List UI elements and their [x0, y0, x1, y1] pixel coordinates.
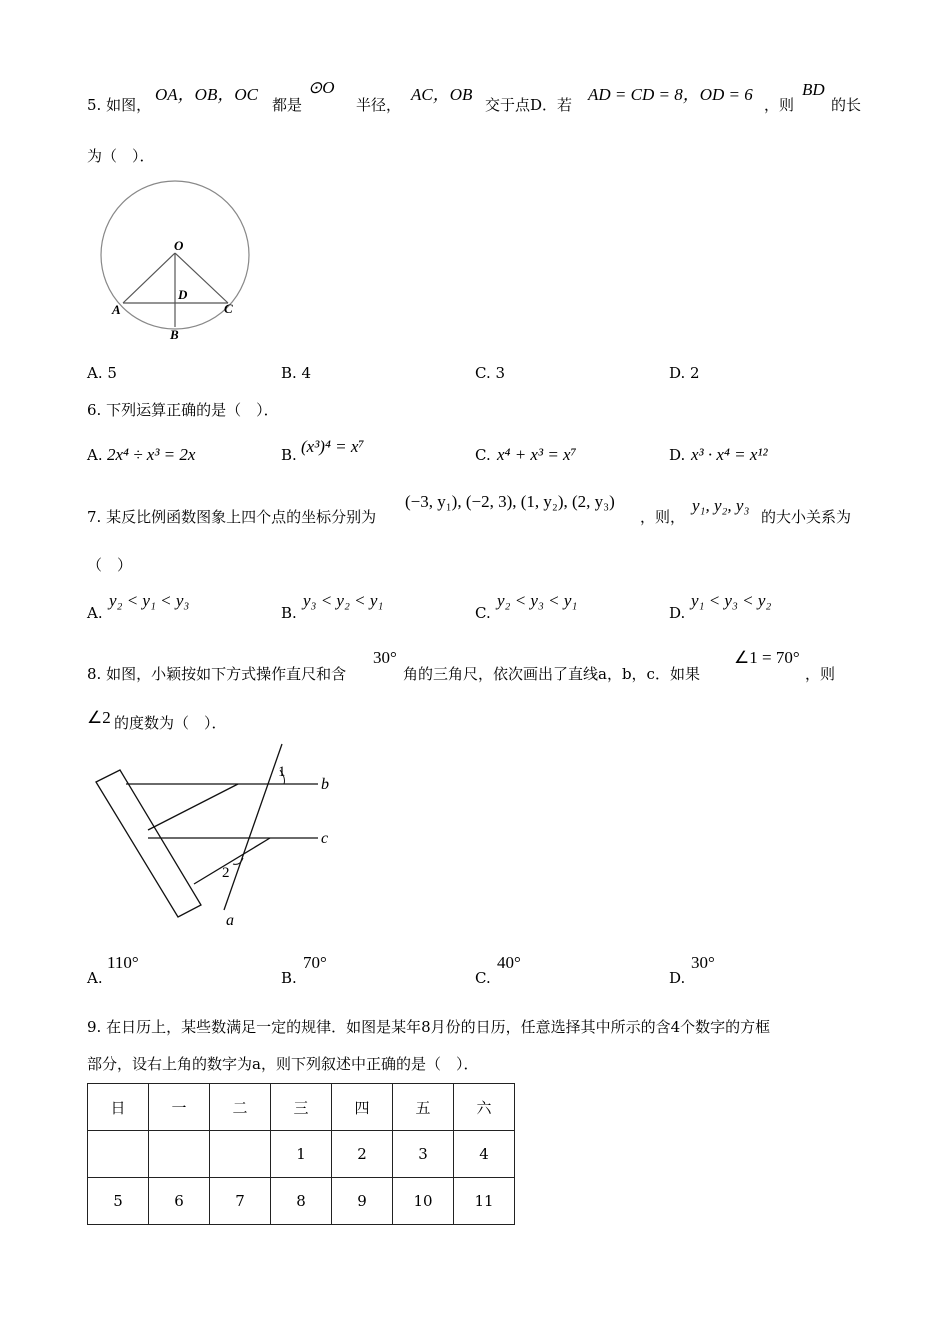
- calendar-cell: 5: [88, 1178, 149, 1225]
- q7-option-b-expr: y₃ < y₂ < y₁: [303, 591, 384, 610]
- calendar-header-sun: 日: [88, 1084, 149, 1131]
- q5-text-2: 都是: [272, 96, 303, 114]
- label-2: 2: [222, 865, 230, 881]
- q5-option-b: B. 4: [281, 364, 312, 382]
- q5-math-circle: ⊙O: [308, 78, 335, 97]
- calendar-cell: 11: [454, 1178, 515, 1225]
- q7-option-a-letter: A.: [87, 604, 103, 622]
- q5-math-condition: AD = CD = 8，OD = 6: [588, 85, 753, 104]
- q8-text-1: 8. 如图，小颖按如下方式操作直尺和含: [87, 665, 347, 683]
- q8-option-b-letter: B.: [281, 969, 297, 987]
- q5-text-line2: 为（ ）．: [87, 147, 155, 165]
- calendar-header-fri: 五: [393, 1084, 454, 1131]
- q7-text-line2: （ ）: [87, 556, 133, 574]
- q8-option-c-letter: C.: [475, 969, 491, 987]
- segment-oa: [123, 253, 175, 303]
- q8-angle30: 30°: [373, 648, 397, 667]
- q8-option-a-letter: A.: [87, 969, 103, 987]
- august-calendar: [87, 1083, 515, 1225]
- calendar-cell: 1: [271, 1131, 332, 1178]
- q8-option-a-expr: 110°: [107, 953, 139, 972]
- q8-text-3: ，则: [805, 665, 836, 683]
- calendar-row: [88, 1131, 515, 1178]
- q5-math-bd: BD: [802, 80, 825, 99]
- q8-text-2: 角的三角尺，依次画出了直线a，b，c．如果: [403, 665, 700, 683]
- label-c: C: [224, 301, 233, 316]
- q6-option-c-letter: C.: [475, 446, 491, 464]
- calendar-cell: 10: [393, 1178, 454, 1225]
- calendar-cell: 9: [332, 1178, 393, 1225]
- q5-text-1: 5. 如图，: [87, 96, 152, 114]
- calendar-cell: 6: [149, 1178, 210, 1225]
- q6-option-c-expr: x⁴ + x³ = x⁷: [497, 445, 577, 464]
- q7-option-c-letter: C.: [475, 604, 491, 622]
- q8-option-b-expr: 70°: [303, 953, 327, 972]
- q7-points: (−3, y₁), (−2, 3), (1, y₂), (2, y₃): [405, 492, 615, 511]
- calendar-cell: 4: [454, 1131, 515, 1178]
- q6-option-d-letter: D.: [669, 446, 686, 464]
- q7-vars: y₁, y₂, y₃: [692, 496, 750, 515]
- q8-option-c-expr: 40°: [497, 953, 521, 972]
- q8-option-d-letter: D.: [669, 969, 686, 987]
- label-o: O: [174, 238, 184, 253]
- q5-option-c: C. 3: [475, 364, 506, 382]
- q6-stem: 6. 下列运算正确的是（ ）．: [87, 401, 279, 419]
- label-a: A: [112, 302, 121, 317]
- q8-text-4: 的度数为（ ）．: [114, 714, 227, 732]
- q9-line-2: 部分，设右上角的数字为a，则下列叙述中正确的是（ ）．: [87, 1055, 479, 1073]
- q6-option-d-expr: x³ · x⁴ = x¹²: [691, 445, 768, 464]
- q8-condition: ∠1 = 70°: [734, 648, 800, 667]
- label-1: 1: [278, 764, 286, 780]
- q7-option-c-expr: y₂ < y₃ < y₁: [497, 591, 578, 610]
- q6-option-a-letter: A.: [87, 446, 103, 464]
- label-a: a: [226, 912, 234, 929]
- q5-option-d: D. 2: [669, 364, 700, 382]
- calendar-cell: [88, 1131, 149, 1178]
- label-b: b: [321, 776, 329, 793]
- q7-option-d-expr: y₁ < y₃ < y₂: [691, 591, 772, 610]
- calendar-cell: 8: [271, 1178, 332, 1225]
- ruler: [96, 770, 201, 917]
- label-b: B: [170, 327, 179, 342]
- calendar-header-mon: 一: [149, 1084, 210, 1131]
- q5-text-6: 的长: [831, 96, 862, 114]
- label-c: c: [321, 830, 329, 847]
- q5-text-4: 交于点D．若: [485, 96, 573, 114]
- q8-ruler-figure: [90, 740, 350, 930]
- calendar-cell: 7: [210, 1178, 271, 1225]
- q5-circle-figure: [98, 175, 258, 345]
- q7-text-2: ，则，: [640, 508, 686, 526]
- q5-text-5: ，则: [764, 96, 795, 114]
- q8-option-d-expr: 30°: [691, 953, 715, 972]
- calendar-header-thu: 四: [332, 1084, 393, 1131]
- q7-text-3: 的大小关系为: [761, 508, 852, 526]
- calendar-header-row: [88, 1084, 515, 1131]
- calendar-row: [88, 1178, 515, 1225]
- calendar-header-sat: 六: [454, 1084, 515, 1131]
- q5-text-3: 半径，: [356, 96, 402, 114]
- q5-option-a: A. 5: [87, 364, 117, 382]
- q9-line-1: 9. 在日历上，某些数满足一定的规律．如图是某年8月份的日历，任意选择其中所示的含4个数字的方框: [87, 1018, 771, 1036]
- triangle-hypotenuse-1: [148, 784, 238, 830]
- q7-option-a-expr: y₂ < y₁ < y₃: [109, 591, 190, 610]
- line-a: [224, 744, 282, 910]
- q6-option-b-expr: (x³)⁴ = x⁷: [301, 437, 365, 456]
- q7-option-b-letter: B.: [281, 604, 297, 622]
- calendar-cell: 2: [332, 1131, 393, 1178]
- calendar-header-tue: 二: [210, 1084, 271, 1131]
- q6-option-b-letter: B.: [281, 446, 297, 464]
- q5-math-radii: OA，OB，OC: [155, 85, 258, 104]
- q6-option-a-expr: 2x⁴ ÷ x³ = 2x: [107, 445, 196, 464]
- calendar-cell: [210, 1131, 271, 1178]
- triangle-hypotenuse-2: [194, 838, 270, 884]
- q7-text-1: 7. 某反比例函数图象上四个点的坐标分别为: [87, 508, 377, 526]
- label-d: D: [178, 287, 188, 302]
- calendar-header-wed: 三: [271, 1084, 332, 1131]
- calendar-cell: 3: [393, 1131, 454, 1178]
- q5-math-chords: AC，OB: [411, 85, 473, 104]
- q8-angle2: ∠2: [87, 708, 111, 727]
- calendar-cell: [149, 1131, 210, 1178]
- q7-option-d-letter: D.: [669, 604, 686, 622]
